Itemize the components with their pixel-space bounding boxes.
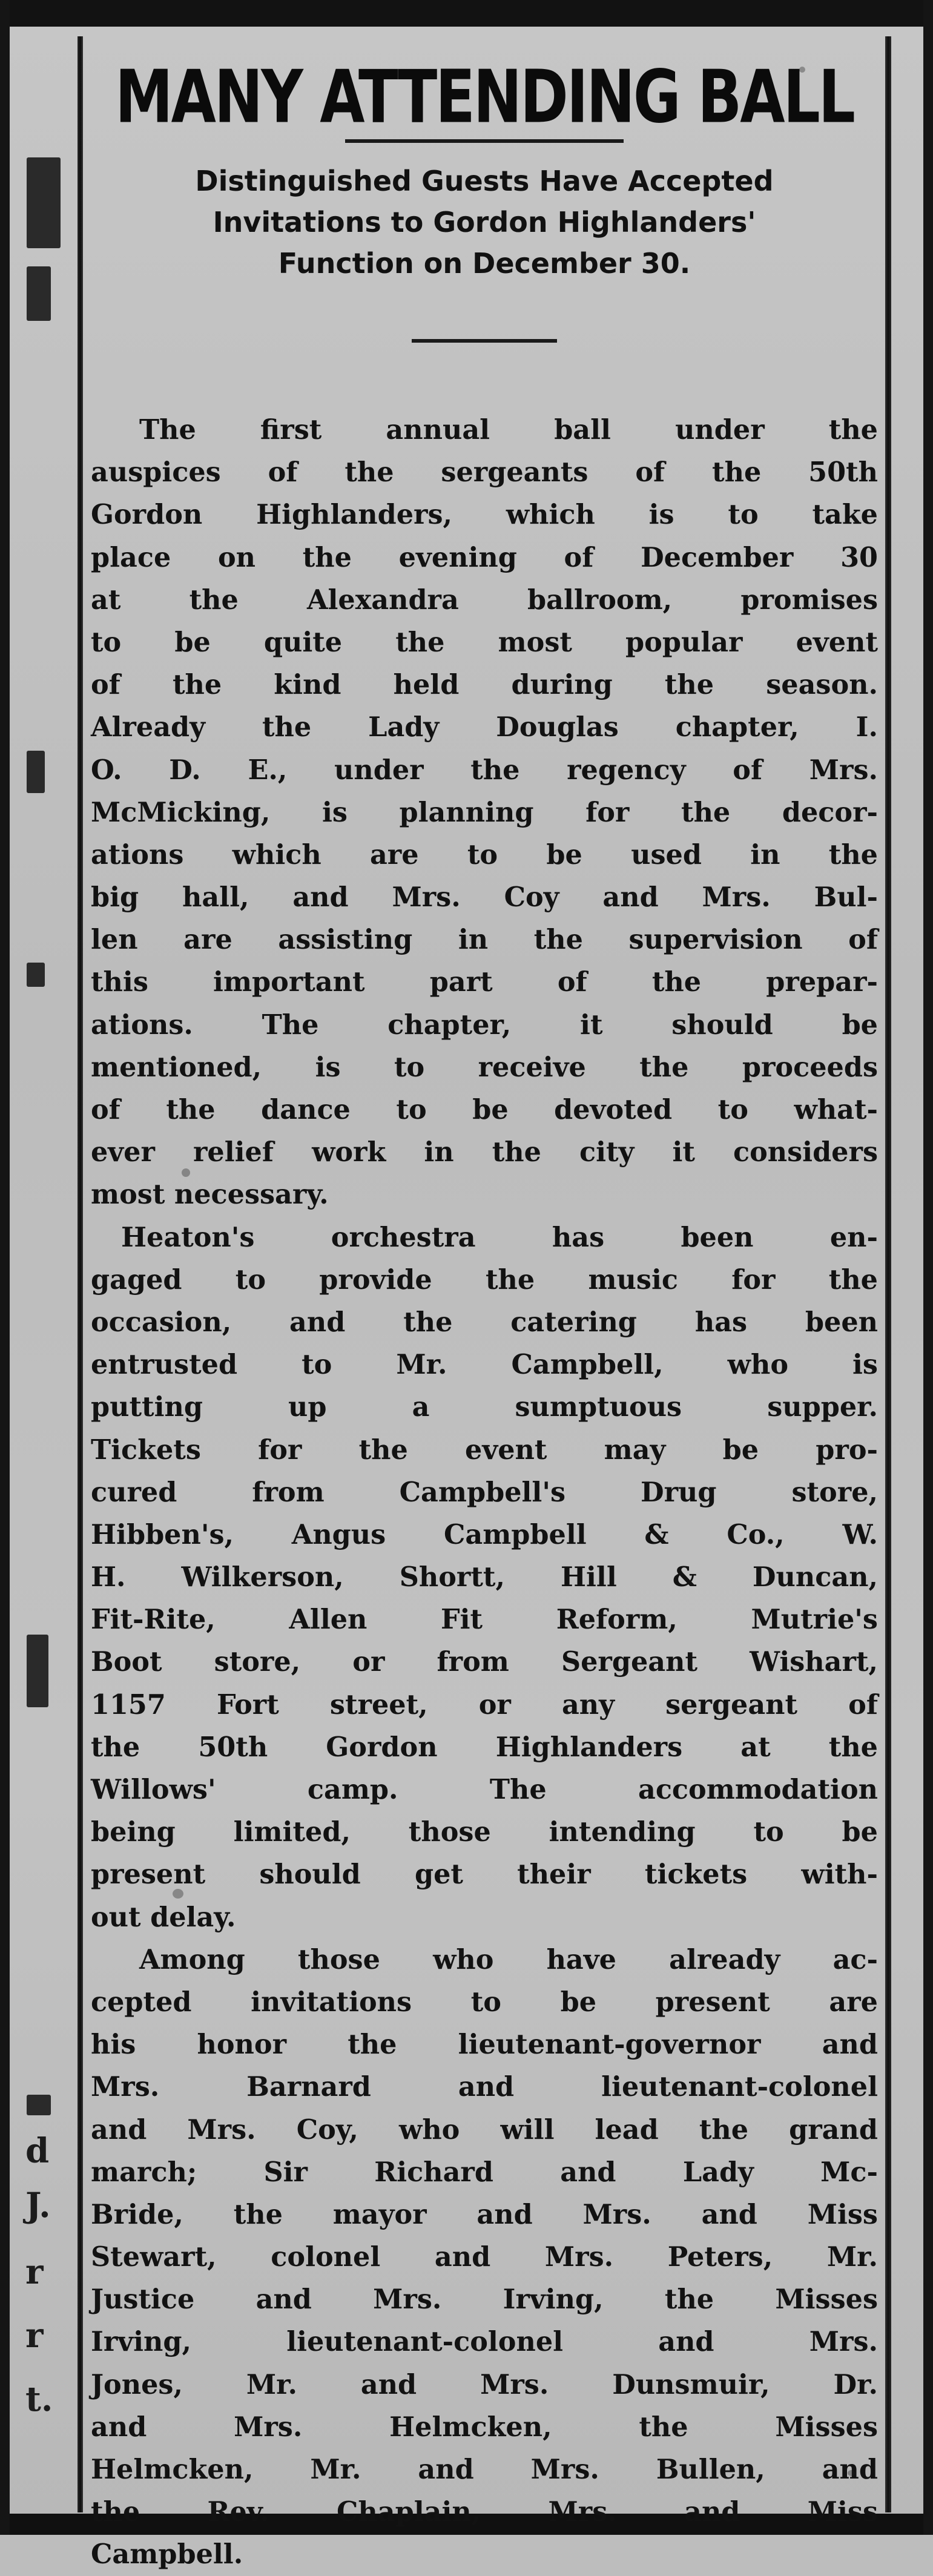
text-line: putting up a sumptuous supper. — [91, 1391, 878, 1423]
adjacent-column-fragments — [12, 0, 73, 2535]
text-line: Mrs. Barnard and lieutenant-colonel — [91, 2071, 878, 2103]
news-article — [91, 42, 878, 2571]
column-rule-right — [885, 36, 891, 2512]
text-line: of the dance to be devoted to what- — [91, 1094, 878, 1125]
headline: MANY ATTENDING BALL — [115, 54, 854, 139]
text-line: his honor the lieutenant-governor and — [91, 2029, 878, 2061]
text-line: gaged to provide the music for the — [91, 1263, 878, 1296]
subheadline-line: Distinguished Guests Have Accepted — [195, 165, 774, 197]
text-line: 1157 Fort street, or any sergeant of — [91, 1688, 878, 1721]
text-line: being limited, those intending to be — [91, 1816, 878, 1848]
text-line: Campbell. — [91, 2538, 243, 2571]
text-line: Willows' camp. The accommodation — [91, 1774, 878, 1805]
text-line: mentioned, is to receive the proceeds — [91, 1051, 878, 1083]
fragment-mark — [27, 963, 45, 987]
fragment-mark — [27, 157, 61, 248]
text-line: out delay. — [91, 1901, 236, 1933]
text-line: Fit-Rite, Allen Fit Reform, Mutrie's — [91, 1604, 878, 1636]
column-rule-left — [77, 36, 83, 2512]
text-line: auspices of the sergeants of the 50th — [91, 456, 878, 489]
fragment-letter: r — [25, 2252, 44, 2292]
subheadline-line: Invitations to Gordon Highlanders' — [213, 206, 756, 239]
fragment-mark — [27, 2095, 51, 2115]
text-line: cured from Campbell's Drug store, — [91, 1476, 878, 1508]
text-line: the Rev. Chaplain, Mrs. and Miss — [91, 2496, 878, 2528]
text-line: McMicking, is planning for the decor- — [91, 796, 878, 828]
text-line: Gordon Highlanders, which is to take — [91, 499, 878, 531]
scan-border-left — [0, 0, 10, 2535]
text-line: O. D. E., under the regency of Mrs. — [91, 754, 878, 786]
article-body — [91, 409, 878, 2576]
scan-border-right — [923, 0, 933, 2535]
text-line: The first annual ball under the — [139, 414, 878, 446]
text-line: of the kind held during the season. — [91, 669, 878, 701]
text-line: Stewart, colonel and Mrs. Peters, Mr. — [91, 2241, 878, 2273]
text-line: H. Wilkerson, Shortt, Hill & Duncan, — [91, 1561, 878, 1593]
text-line: Irving, lieutenant-colonel and Mrs. — [91, 2326, 878, 2358]
text-line: ations. The chapter, it should be — [91, 1009, 878, 1041]
text-line: and Mrs. Helmcken, the Misses — [91, 2411, 878, 2443]
text-line: cepted invitations to be present are — [91, 1986, 878, 2018]
text-line: Bride, the mayor and Mrs. and Miss — [91, 2198, 878, 2230]
text-line: present should get their tickets with- — [91, 1859, 878, 1891]
text-line: at the Alexandra ballroom, promises — [91, 584, 878, 616]
subheadline-line: Function on December 30. — [278, 247, 691, 280]
subheadline-rule — [412, 339, 557, 343]
subheadline — [91, 160, 878, 284]
scan-border-top — [0, 0, 933, 27]
text-line: most necessary. — [91, 1179, 329, 1211]
text-line: Heaton's orchestra has been en- — [121, 1221, 878, 1253]
text-line: Justice and Mrs. Irving, the Misses — [91, 2284, 878, 2316]
fragment-letter: r — [25, 2316, 44, 2356]
text-line: len are assisting in the supervision of — [91, 924, 878, 956]
fragment-letter: t. — [25, 2379, 53, 2419]
text-line: and Mrs. Coy, who will lead the grand — [91, 2113, 878, 2146]
text-line: Among those who have already ac- — [139, 1943, 878, 1975]
fragment-mark — [27, 1635, 48, 1707]
text-line: place on the evening of December 30 — [91, 541, 878, 573]
text-line: Tickets for the event may be pro- — [91, 1434, 878, 1466]
headline-rule — [345, 139, 624, 143]
text-line: Hibben's, Angus Campbell & Co., W. — [91, 1518, 878, 1550]
print-speck — [173, 1889, 183, 1899]
print-speck — [182, 1168, 190, 1177]
text-line: the 50th Gordon Highlanders at the — [91, 1731, 878, 1763]
text-line: march; Sir Richard and Lady Mc- — [91, 2156, 878, 2188]
text-line: entrusted to Mr. Campbell, who is — [91, 1349, 878, 1381]
print-speck — [848, 2470, 855, 2476]
fragment-mark — [27, 751, 45, 793]
text-line: occasion, and the catering has been — [91, 1306, 878, 1338]
text-line: Helmcken, Mr. and Mrs. Bullen, and — [91, 2454, 878, 2485]
text-line: ever relief work in the city it considers — [91, 1136, 878, 1168]
text-line: Already the Lady Douglas chapter, I. — [91, 711, 878, 743]
print-speck — [799, 67, 805, 73]
fragment-letter: J. — [25, 2186, 51, 2225]
text-line: ations which are to be used in the — [91, 838, 878, 871]
fragment-letter: d — [25, 2131, 50, 2171]
text-line: Jones, Mr. and Mrs. Dunsmuir, Dr. — [91, 2368, 878, 2400]
text-line: to be quite the most popular event — [91, 626, 878, 658]
text-line: this important part of the prepar- — [91, 966, 878, 998]
text-line: Boot store, or from Sergeant Wishart, — [91, 1646, 878, 1678]
fragment-mark — [27, 266, 51, 321]
text-line: big hall, and Mrs. Coy and Mrs. Bul- — [91, 881, 878, 914]
